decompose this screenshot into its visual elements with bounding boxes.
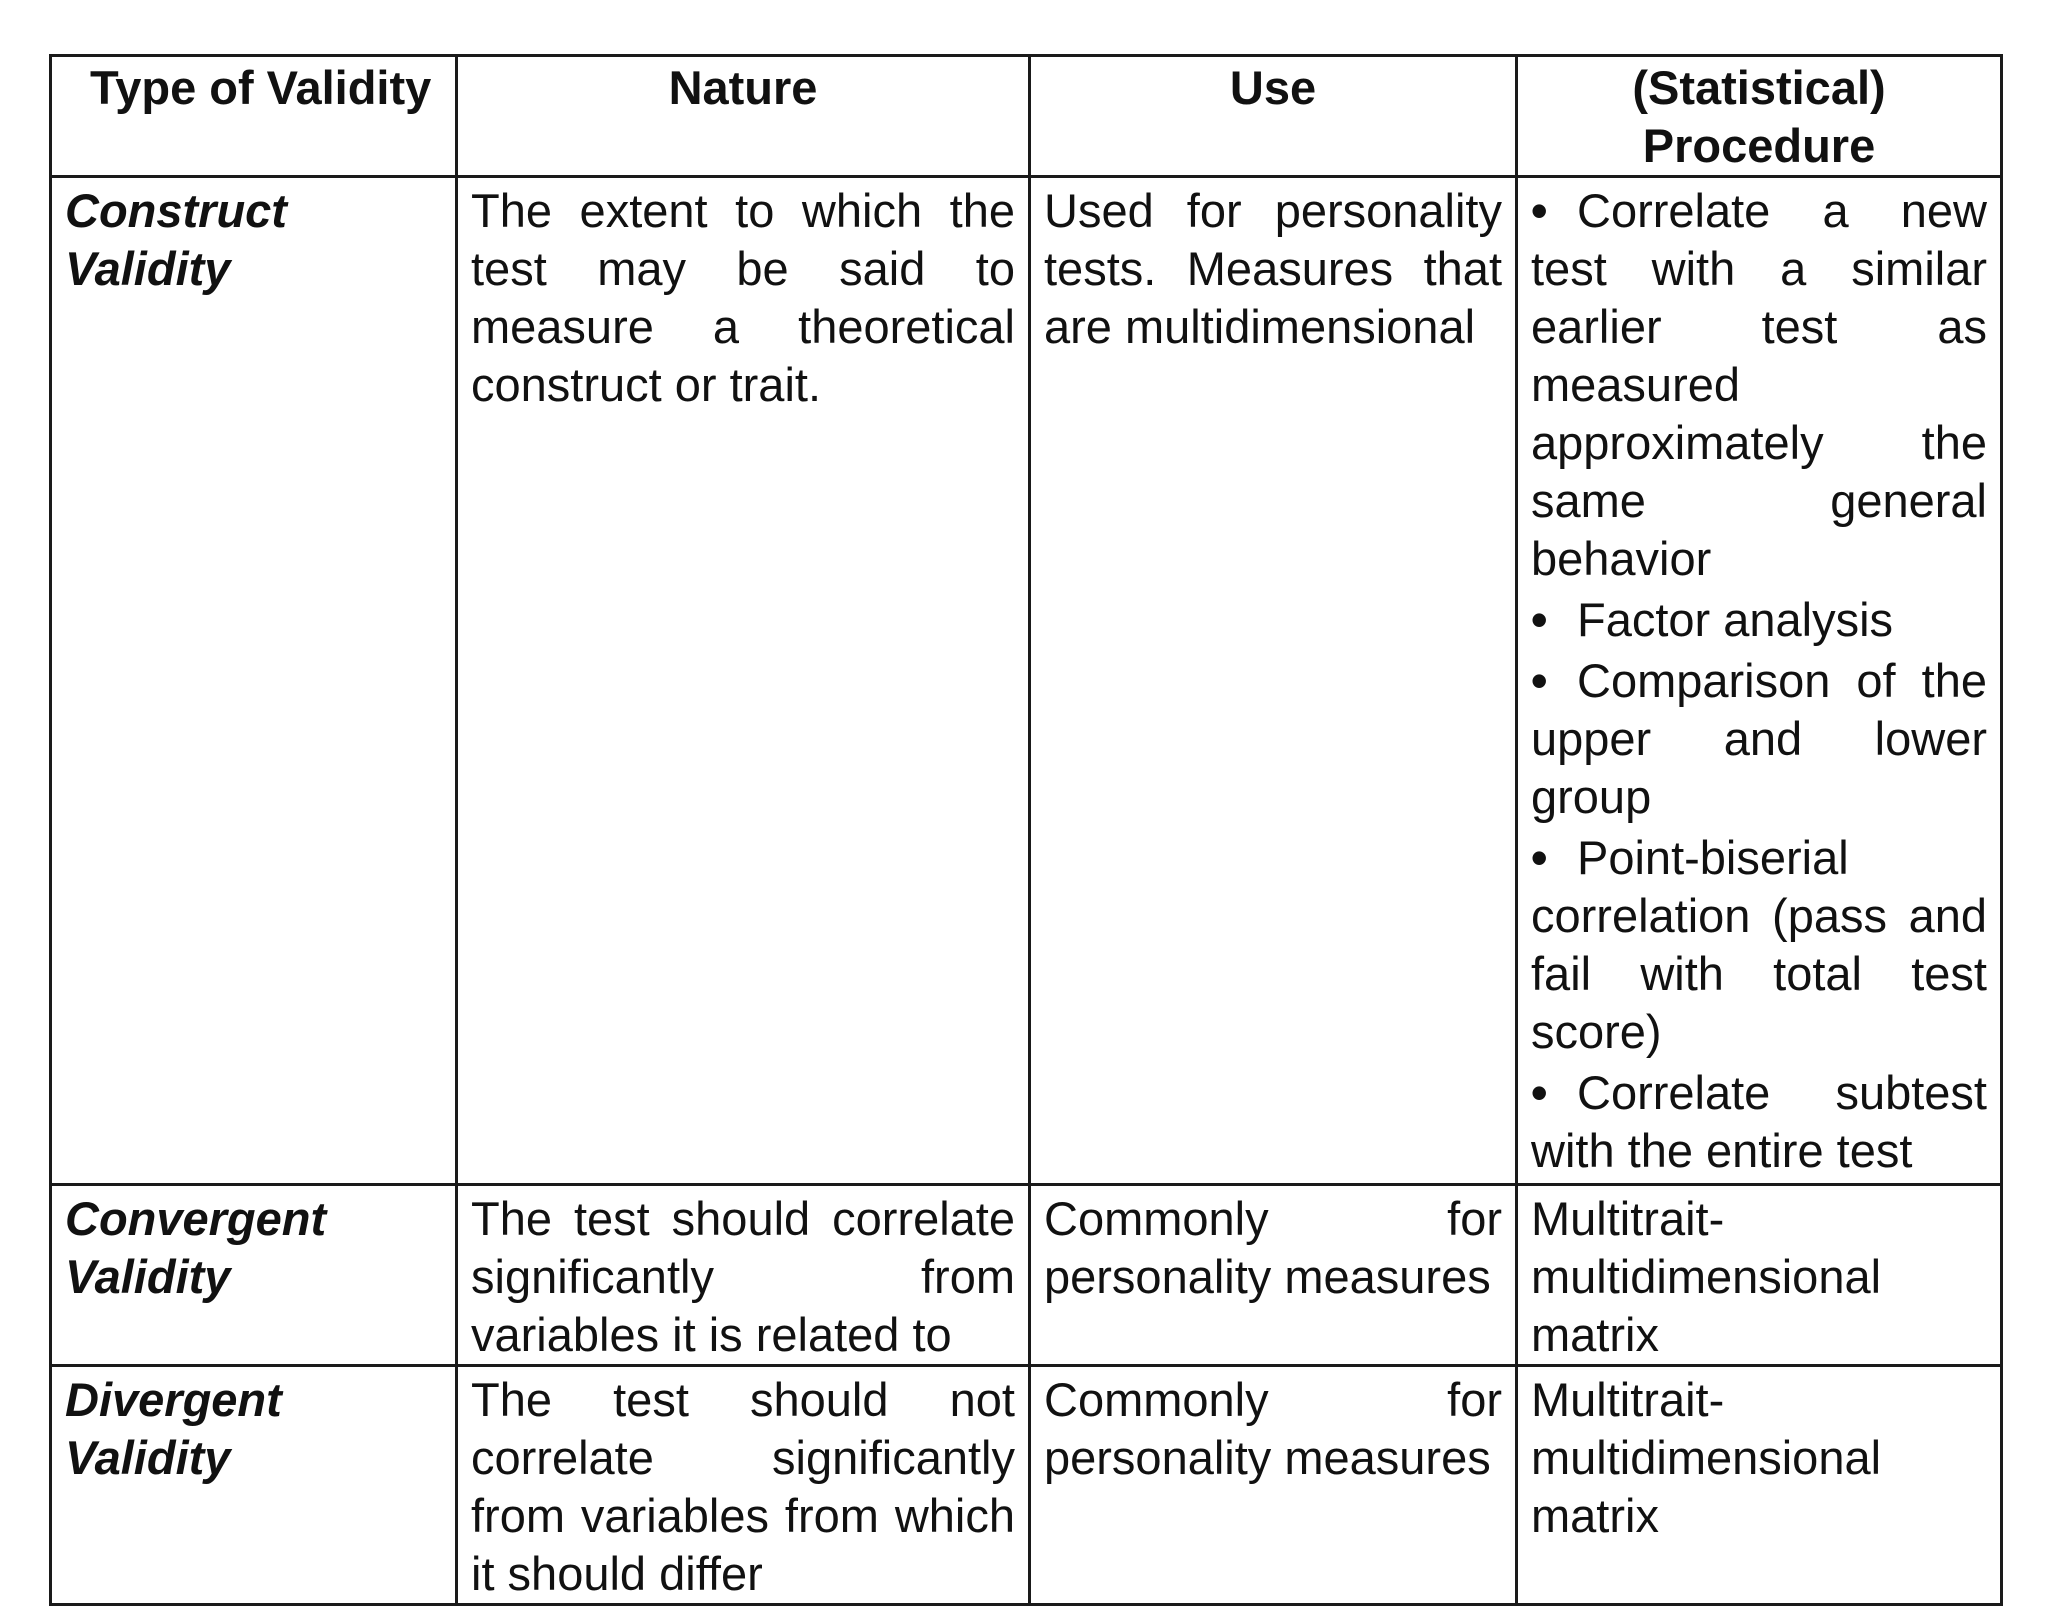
procedure-convergent-line2: multidimensional (1531, 1250, 1882, 1303)
procedure-item-text: Correlate subtest with the entire test (1531, 1066, 1987, 1177)
bullet-dot-icon: • (1531, 654, 1548, 707)
procedure-list (1531, 182, 1987, 1180)
procedure-item-text: Factor analysis (1577, 593, 1894, 646)
procedure-item (1531, 652, 1987, 826)
table-row-divergent (51, 1366, 2002, 1605)
procedure-item-text: Comparison of the upper and lower group (1531, 654, 1987, 823)
use-cell-convergent (1030, 1185, 1517, 1366)
type-cell-divergent (51, 1366, 457, 1605)
procedure-convergent-line3: matrix (1531, 1308, 1659, 1361)
procedure-cell-divergent (1517, 1366, 2002, 1605)
type-convergent-line1: Convergent (65, 1192, 327, 1245)
bullet-dot-icon: • (1531, 1066, 1548, 1119)
type-construct-line1: Construct (65, 184, 287, 237)
header-nature: Nature (457, 56, 1030, 177)
procedure-item (1531, 591, 1987, 649)
procedure-cell-construct (1517, 177, 2002, 1185)
header-procedure-line1: (Statistical) (1632, 61, 1886, 114)
procedure-item (1531, 1064, 1987, 1180)
nature-cell-construct: The extent to which the test may be said to measure a theoretical construct or trait. (457, 177, 1030, 1185)
procedure-item-text: Correlate a new test with a similar earlier test as measured approximately the same general behavior (1531, 184, 1987, 585)
nature-cell-convergent: The test should correlate significantly from variables it is related to (457, 1185, 1030, 1366)
header-type-of-validity: Type of Validity (51, 56, 457, 177)
header-use: Use (1030, 56, 1517, 177)
procedure-item (1531, 182, 1987, 588)
use-convergent-line1: Commonly for (1044, 1192, 1502, 1245)
procedure-divergent-line2: multidimensional (1531, 1431, 1882, 1484)
header-procedure-line2: Procedure (1642, 119, 1876, 172)
use-divergent-line1: Commonly for (1044, 1373, 1502, 1426)
type-construct-line2: Validity (65, 242, 231, 295)
procedure-cell-convergent (1517, 1185, 2002, 1366)
use-cell-construct: Used for personality tests. Measures that are multidimensional (1030, 177, 1517, 1185)
type-cell-construct (51, 177, 457, 1185)
bullet-dot-icon: • (1531, 593, 1548, 646)
type-divergent-line1: Divergent (65, 1373, 282, 1426)
validity-table (49, 54, 2003, 1606)
use-convergent-line2: personality measures (1044, 1250, 1491, 1303)
header-row (51, 56, 2002, 177)
procedure-divergent-line3: matrix (1531, 1489, 1659, 1542)
type-cell-convergent (51, 1185, 457, 1366)
procedure-divergent-line1: Multitrait- (1531, 1373, 1725, 1426)
procedure-convergent-line1: Multitrait- (1531, 1192, 1725, 1245)
use-divergent-line2: personality measures (1044, 1431, 1491, 1484)
bullet-dot-icon: • (1531, 184, 1548, 237)
table-row-convergent (51, 1185, 2002, 1366)
header-procedure (1517, 56, 2002, 177)
type-divergent-line2: Validity (65, 1431, 231, 1484)
nature-cell-divergent: The test should not correlate significantly from variables from which it should differ (457, 1366, 1030, 1605)
bullet-dot-icon: • (1531, 831, 1548, 884)
procedure-item-text: Point-biserial correlation (pass and fail with total test score) (1531, 831, 1987, 1058)
table-row-construct (51, 177, 2002, 1185)
procedure-item (1531, 829, 1987, 1061)
use-cell-divergent (1030, 1366, 1517, 1605)
type-convergent-line2: Validity (65, 1250, 231, 1303)
